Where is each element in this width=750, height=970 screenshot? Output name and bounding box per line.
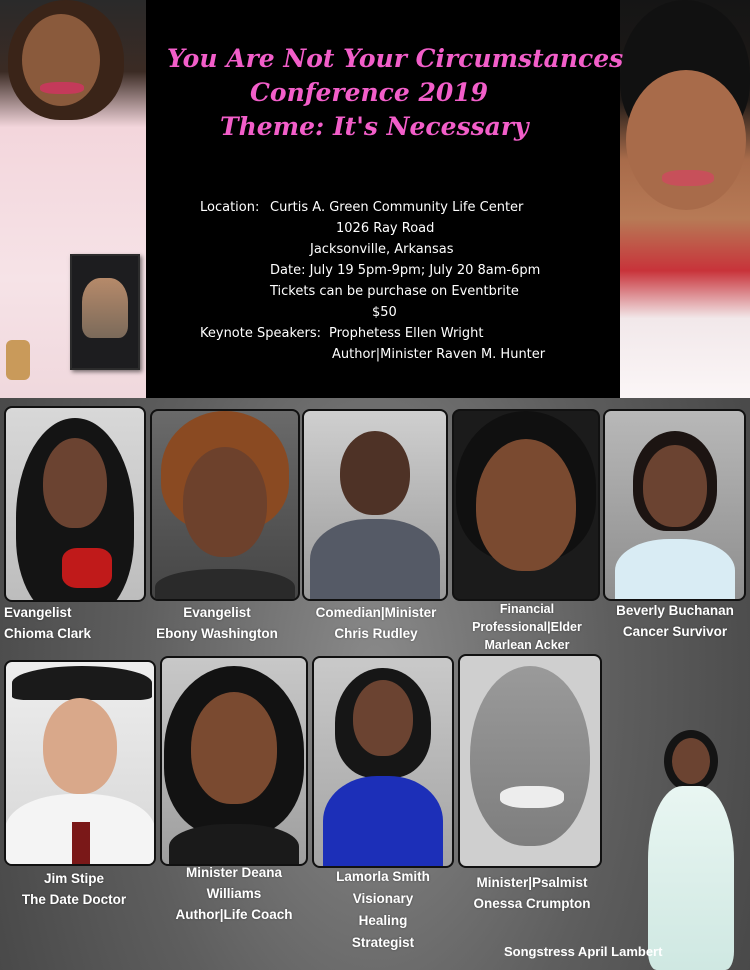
speaker-photo-marlean-acker: [452, 409, 600, 601]
address-street: 1026 Ray Road: [336, 221, 435, 236]
speaker-photo-lamorla-smith: [312, 656, 454, 868]
keynote-portrait-right: [620, 0, 750, 398]
ticket-price: $50: [372, 305, 397, 320]
speaker-photo-onessa-crumpton: [458, 654, 602, 868]
speaker-photo-chioma-clark: [4, 406, 146, 602]
speaker-caption-deana-williams: Minister Deana Williams Author|Life Coach: [175, 865, 293, 922]
speaker-caption-lamorla-smith: Lamorla Smith Visionary Healing Strategist: [336, 869, 430, 950]
featured-songstress-photo: [630, 726, 750, 970]
speaker-photo-beverly-buchanan: [603, 409, 746, 601]
speaker-photo-deana-williams: [160, 656, 308, 866]
speaker-caption-chris-rudley: Comedian|Minister Chris Rudley: [315, 605, 437, 641]
speaker-caption-marlean-acker: Financial Professional|Elder Marlean Acker: [472, 602, 582, 652]
tickets-info: Tickets can be purchase on Eventbrite: [270, 284, 519, 299]
keynote-label: Keynote Speakers:: [200, 326, 322, 341]
speaker-photo-jim-stipe: [4, 660, 156, 866]
speaker-caption-onessa-crumpton: Minister|Psalmist Onessa Crumpton: [473, 875, 591, 911]
address-city: Jacksonville, Arkansas: [310, 242, 454, 257]
speaker-caption-jim-stipe: Jim Stipe The Date Doctor: [21, 871, 127, 907]
speaker-photo-ebony-washington: [150, 409, 300, 601]
speaker-caption-chioma-clark: Evangelist Chioma Clark: [4, 605, 92, 641]
keynote-speaker-2: Author|Minister Raven M. Hunter: [332, 347, 546, 362]
title-line-3: Theme: It's Necessary: [220, 112, 529, 141]
title-line-1: You Are Not Your Circumstances: [167, 44, 624, 73]
speaker-photo-chris-rudley: [302, 409, 448, 601]
title-line-2: Conference 2019: [250, 78, 489, 107]
keynote-speaker-1: Prophetess Ellen Wright: [329, 326, 484, 341]
location-label: Location:: [200, 200, 260, 215]
event-date: Date: July 19 5pm-9pm; July 20 8am-6pm: [270, 263, 541, 278]
book-cover: [70, 254, 140, 370]
speaker-caption-beverly-buchanan: Beverly Buchanan Cancer Survivor: [616, 603, 734, 639]
location-name: Curtis A. Green Community Life Center: [270, 200, 524, 215]
keynote-portrait-left: [0, 0, 146, 398]
featured-songstress-caption: Songstress April Lambert: [504, 944, 663, 959]
speaker-caption-ebony-washington: Evangelist Ebony Washington: [156, 605, 278, 641]
